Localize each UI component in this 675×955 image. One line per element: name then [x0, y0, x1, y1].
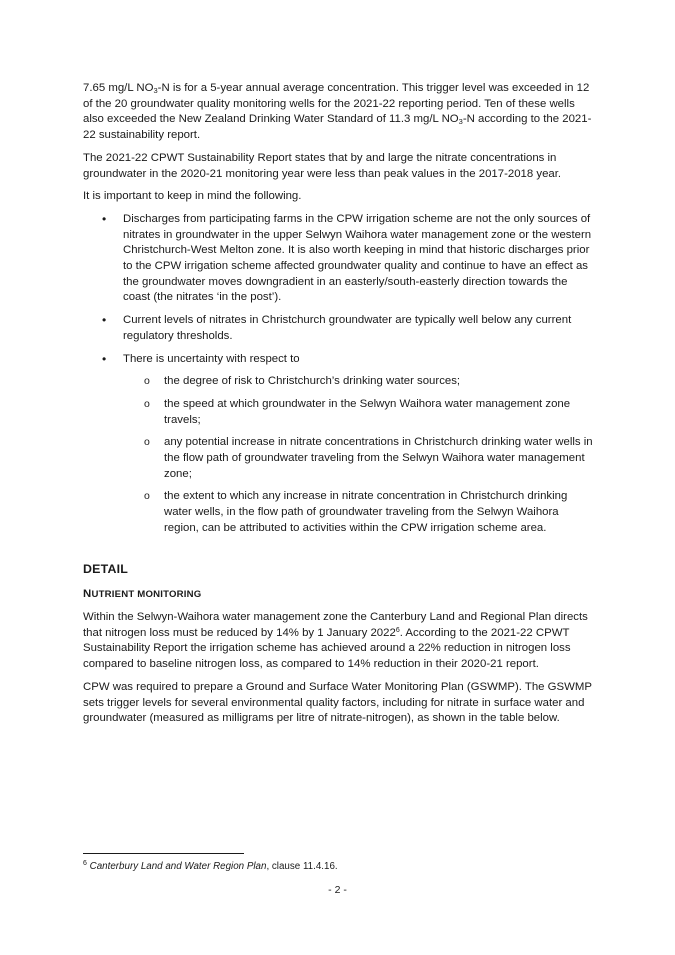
section-heading-detail: DETAIL — [83, 561, 129, 576]
sub-list-item: o any potential increase in nitrate concentrations in Christchurch drinking water wells in the flow path of groundwater traveling from the Selwyn Waihora water management zone; — [144, 436, 593, 480]
sub-list-item: o the speed at which groundwater in the Selwyn Waihora water management zone travels; — [144, 397, 571, 426]
bullet-icon: • — [102, 313, 107, 328]
paragraph-nitrogen-loss: Within the Selwyn-Waihora water management zone the Canterbury Land and Regional Plan directs that nitrogen loss must be reduced by 14% by 1 January 2022$^6$. According to the 2021-22 CPWT Sustainability Report the irrigation scheme has achieved around a 22% reduction in nitrogen loss compared to baseline nitrogen loss, as compared to 14% reduction in their 2020-21 report. — [83, 610, 588, 671]
list-item: • Discharges from participating farms in the CPW irrigation scheme are not the only sources of nitrates in groundwater in the upper Selwyn Waihora water management zone or the western Christchurch-West Melton zone. It is also worth keeping in mind that historic discharges prior to the CPW irrigation scheme affected groundwater quality and continue to have an effect as the groundwater moves downgradient in an easterly/south-easterly direction towards the coast (the nitrates ‘in the post’). — [102, 211, 592, 304]
paragraph-sustainability-report: The 2021-22 CPWT Sustainability Report states that by and large the nitrate concentrations in groundwater in the 2020-21 monitoring year were less than peak values in the 2017-2018 year. — [83, 151, 562, 180]
paragraph-keep-in-mind: It is important to keep in mind the following. — [83, 190, 302, 203]
bullet-icon: • — [102, 351, 107, 366]
footnote: $^6$ Canterbury Land and Water Region Plan, clause 11.4.16. — [83, 860, 338, 872]
subheading-nutrient-monitoring: NUTRIENT MONITORING — [83, 588, 202, 601]
circle-bullet-icon: o — [144, 397, 150, 410]
paragraph-gswmp: CPW was required to prepare a Ground and Surface Water Monitoring Plan (GSWMP). The GSWMP sets trigger levels for several environmental quality factors, including for nitrate in surface water and groundwater (measured as milligrams per litre of nitrate-nitrogen), as shown in the table below. — [83, 680, 592, 725]
sub-list-item: o the extent to which any increase in nitrate concentration in Christchurch drinking water wells, in the flow path of groundwater traveling from the Selwyn Waihora region, can be attributed to activities within the CPW irrigation scheme area. — [144, 490, 568, 534]
bullet-list — [83, 212, 595, 537]
sub-list — [123, 374, 595, 536]
circle-bullet-icon: o — [144, 490, 150, 503]
body-text — [83, 81, 595, 734]
footnote-separator — [83, 853, 244, 854]
page-number: - 2 - — [328, 884, 347, 896]
circle-bullet-icon: o — [144, 436, 150, 449]
paragraph-trigger-level: 7.65 mg/L $NO_3-N$ is for a 5-year annual average concentration. This trigger level was exceeded in 12 of the 20 groundwater quality monitoring wells for the 2021-22 reporting period. Ten of these wells also exceeded the New Zealand Drinking Water Standard of 11.3 mg/L $NO_3-N$ according to the 2021-22 sustainability report. — [83, 82, 592, 142]
sub-list-item: o the degree of risk to Christchurch’s drinking water sources; — [123, 374, 595, 390]
bullet-icon: • — [102, 211, 107, 226]
circle-bullet-icon: o — [144, 375, 150, 388]
list-item: • There is uncertainty with respect to o the degree of risk to Christchurch’s drinking water sources; o the speed at which groundwater in the Selwyn Waihora water management zone travels; o any potential increase in nitrate concentrations in Christchurch drinking water wells in the flow path of groundwater traveling from the Selwyn Waihora water management zone; o the extent to which any increase in nitrate concentration in Christchurch drinking water wells, in the flow path of groundwater traveling from the Selwyn Waihora region, can be attributed to activities within the CPW irrigation scheme area. — [83, 352, 595, 537]
footnote-reference[interactable]: 6 — [395, 626, 400, 634]
list-item: • Current levels of nitrates in Christchurch groundwater are typically well below any current regulatory thresholds. — [102, 313, 572, 342]
